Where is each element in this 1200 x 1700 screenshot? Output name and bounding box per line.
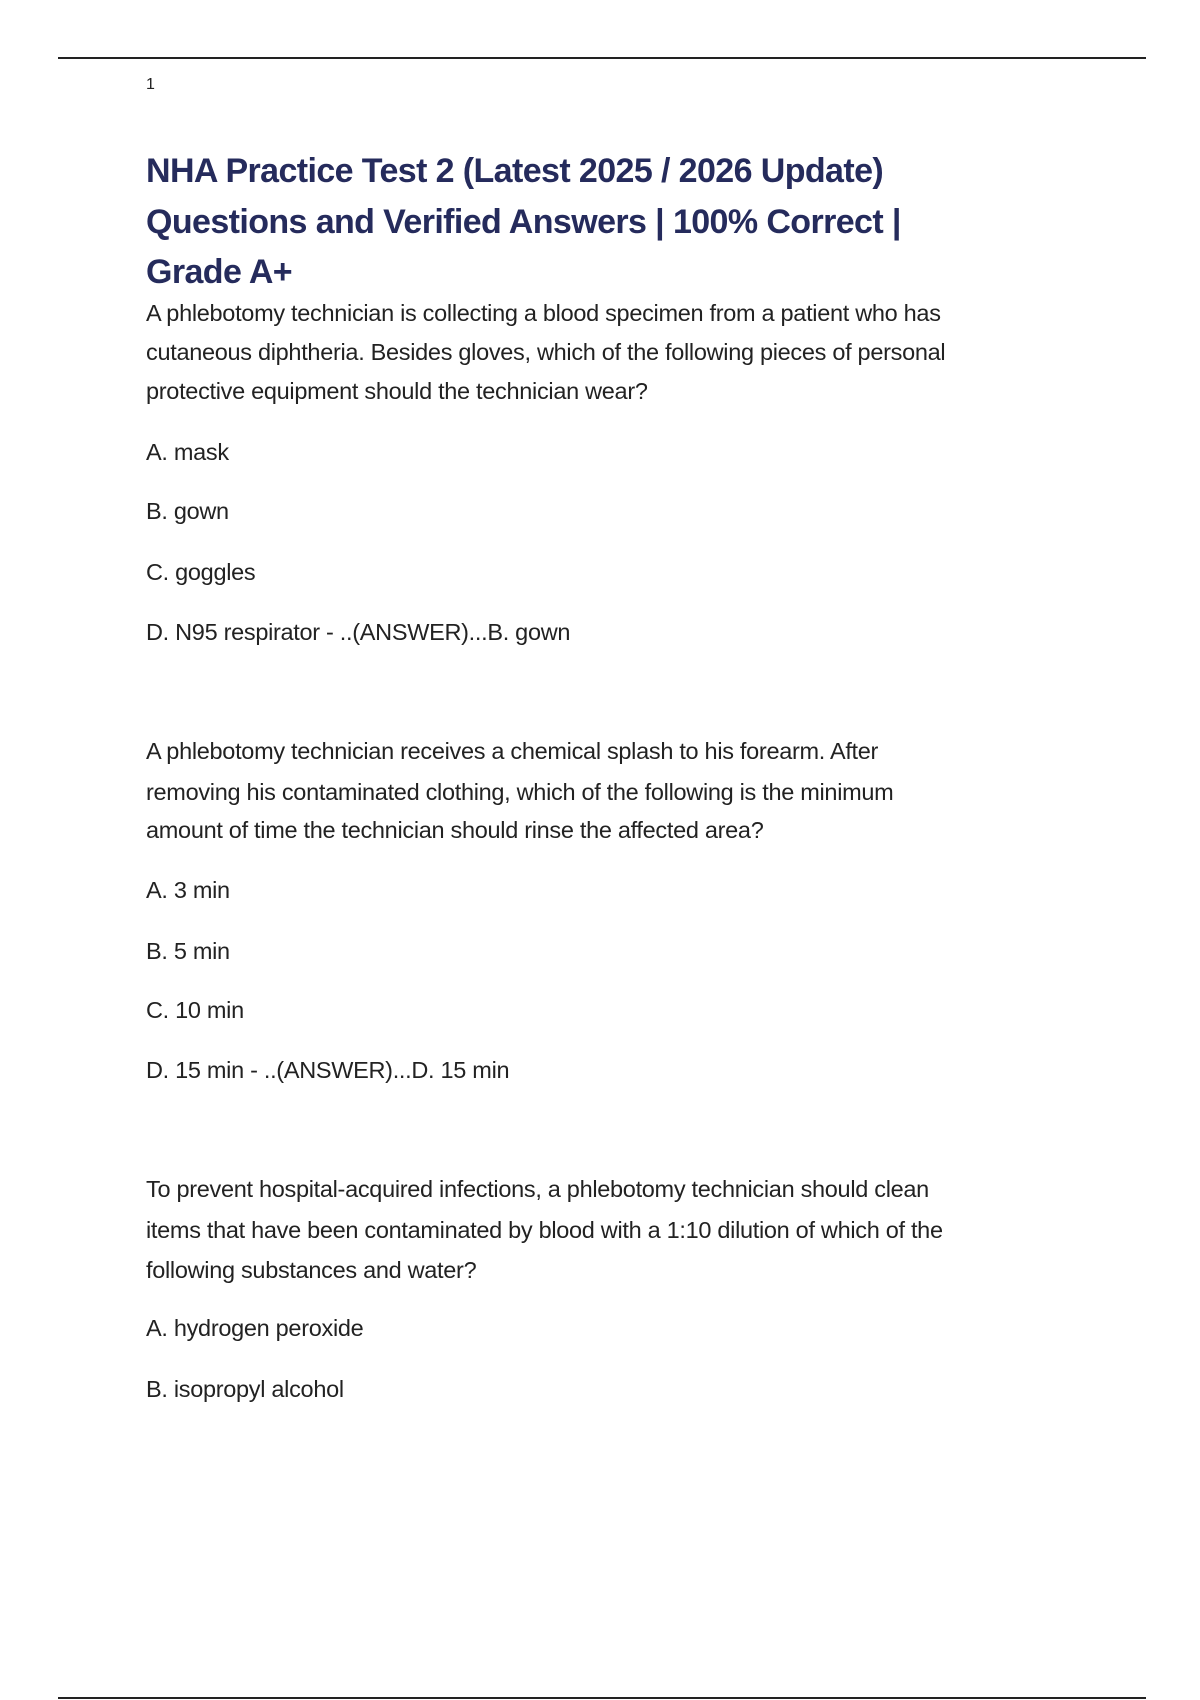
question-text: amount of time the technician should rinse the affected area? (146, 817, 764, 843)
answer-option: C. 10 min (146, 997, 244, 1023)
answer-option: B. 5 min (146, 938, 230, 964)
answer-option: A. hydrogen peroxide (146, 1315, 364, 1341)
question-text: A phlebotomy technician is collecting a blood specimen from a patient who has (146, 300, 941, 326)
question-text: To prevent hospital-acquired infections, a phlebotomy technician should clean (146, 1176, 929, 1202)
header-rule (58, 57, 1146, 59)
document-title-line: NHA Practice Test 2 (Latest 2025 / 2026 Update) (146, 152, 884, 190)
answer-option: C. goggles (146, 559, 256, 585)
document-title-line: Grade A+ (146, 253, 293, 291)
answer-option: A. mask (146, 439, 229, 465)
question-text: A phlebotomy technician receives a chemical splash to his forearm. After (146, 738, 879, 764)
answer-option: D. 15 min - ..(ANSWER)...D. 15 min (146, 1057, 510, 1083)
answer-option: A. 3 min (146, 877, 230, 903)
document-title-line: Questions and Verified Answers | 100% Correct | (146, 203, 901, 241)
answer-option: B. isopropyl alcohol (146, 1376, 344, 1402)
question-text: following substances and water? (146, 1257, 477, 1283)
answer-option: B. gown (146, 498, 229, 524)
footer-rule (58, 1697, 1146, 1699)
question-text: protective equipment should the technician wear? (146, 378, 648, 404)
page-number: 1 (146, 76, 155, 93)
answer-option: D. N95 respirator - ..(ANSWER)...B. gown (146, 619, 571, 645)
question-text: cutaneous diphtheria. Besides gloves, which of the following pieces of personal (146, 339, 946, 365)
question-text: items that have been contaminated by blood with a 1:10 dilution of which of the (146, 1217, 943, 1243)
question-text: removing his contaminated clothing, which of the following is the minimum (146, 779, 894, 805)
